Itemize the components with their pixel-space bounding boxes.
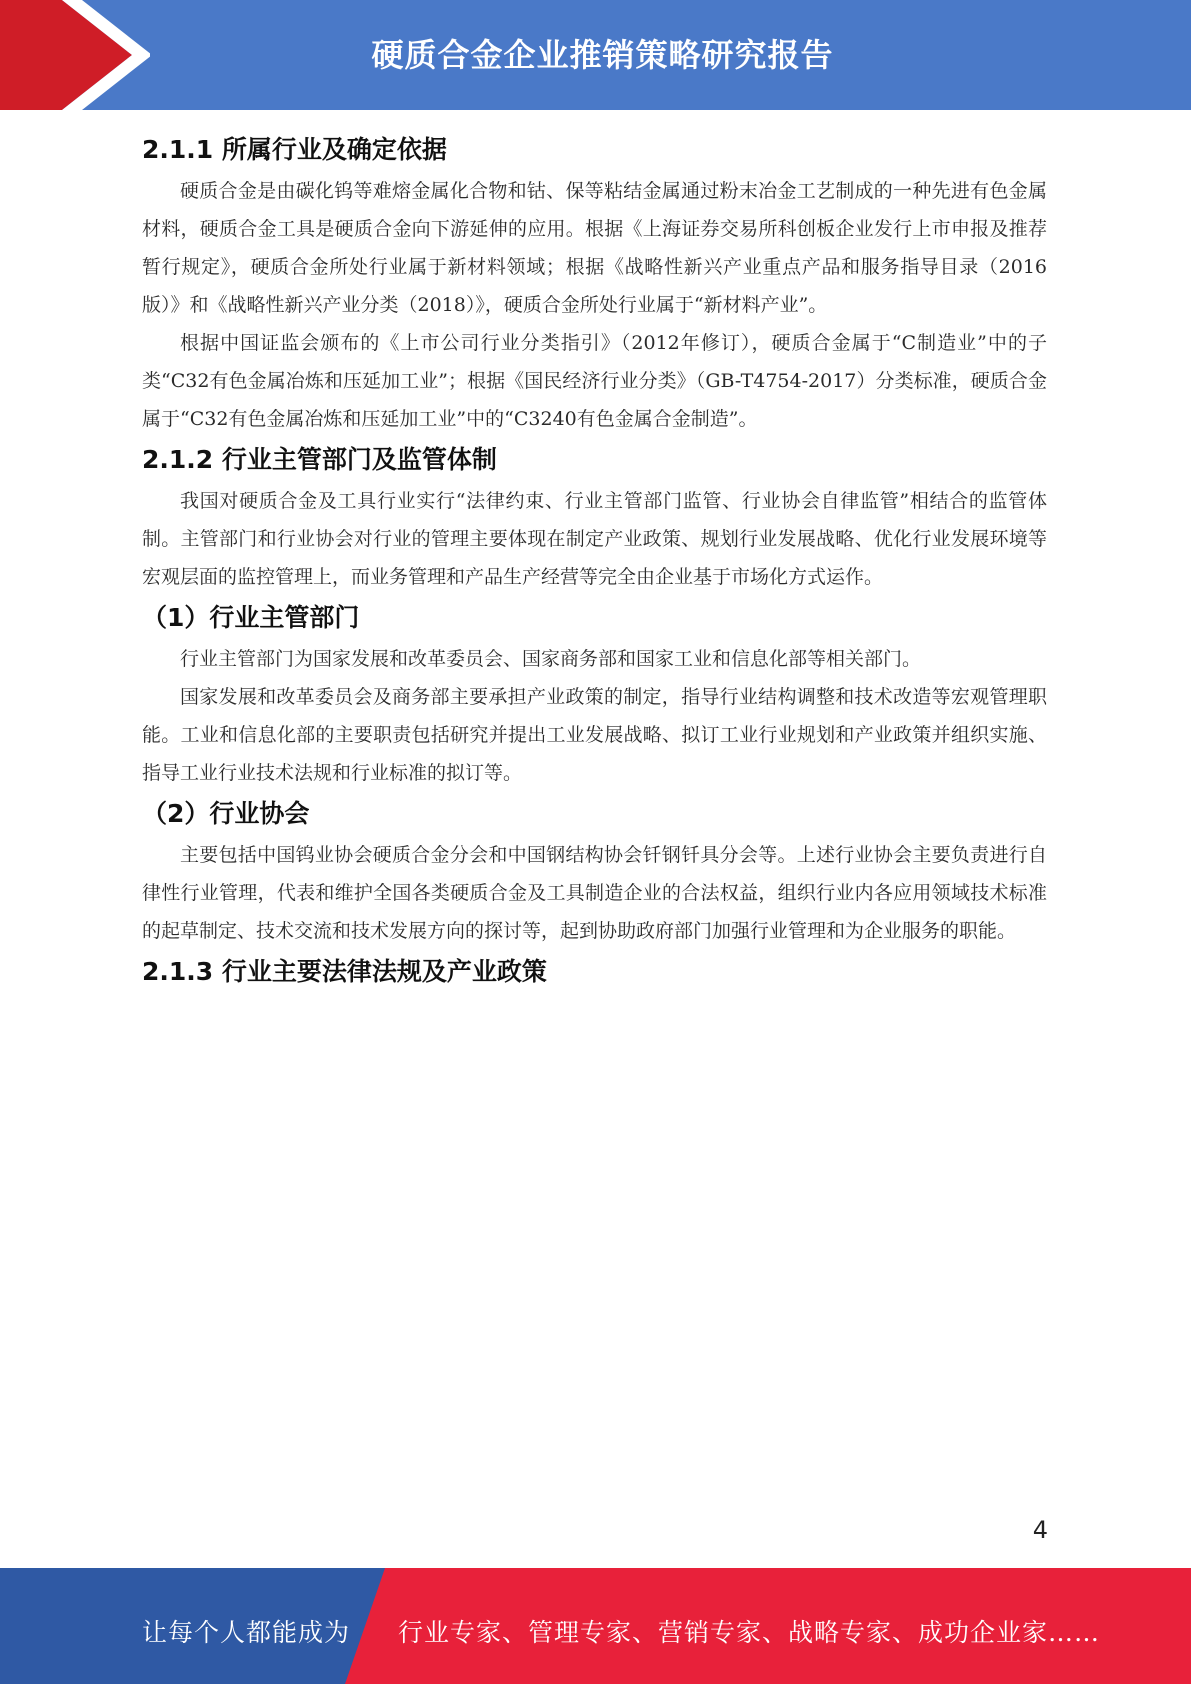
paragraph: 行业主管部门为国家发展和改革委员会、国家商务部和国家工业和信息化部等相关部门。 bbox=[180, 648, 922, 670]
footer-slogan-right: 行业专家、管理专家、营销专家、战略专家、成功企业家…… bbox=[398, 1618, 1101, 1647]
report-header bbox=[0, 0, 1191, 110]
report-footer bbox=[0, 1568, 1191, 1684]
paragraph: 国家发展和改革委员会及商务部主要承担产业政策的制定，指导行业结构调整和技术改造等宏观管理职能。工业和信息化部的主要职责包括研究并提出工业发展战略、拟订工业行业规划和产业政策并组织实施、指导工业行业技术法规和行业标准的拟订等。 bbox=[142, 686, 1047, 784]
subsection-heading-associations: （2）行业协会 bbox=[142, 799, 310, 828]
footer-slogan-left: 让每个人都能成为 bbox=[142, 1618, 351, 1647]
report-title: 硬质合金企业推销策略研究报告 bbox=[371, 36, 834, 74]
paragraph: 硬质合金是由碳化钨等难熔金属化合物和钴、保等粘结金属通过粉末冶金工艺制成的一种先进有色金属材料，硬质合金工具是硬质合金向下游延伸的应用。根据《上海证券交易所科创板企业发行上市申报及推荐暂行规定》，硬质合金所处行业属于新材料领域；根据《战略性新兴产业重点产品和服务指导目录（2016版）》和《战略性新兴产业分类（2018）》，硬质合金所处行业属于“新材料产业”。 bbox=[142, 180, 1047, 316]
paragraph: 主要包括中国钨业协会硬质合金分会和中国钢结构协会钎钢钎具分会等。上述行业协会主要负责进行自律性行业管理，代表和维护全国各类硬质合金及工具制造企业的合法权益，组织行业内各应用领域技术标准的起草制定、技术交流和技术发展方向的探讨等，起到协助政府部门加强行业管理和为企业服务的职能。 bbox=[142, 844, 1047, 942]
paragraph: 我国对硬质合金及工具行业实行“法律约束、行业主管部门监管、行业协会自律监管”相结合的监管体制。主管部门和行业协会对行业的管理主要体现在制定产业政策、规划行业发展战略、优化行业发展环境等宏观层面的监控管理上，而业务管理和产品生产经营等完全由企业基于市场化方式运作。 bbox=[142, 490, 1047, 588]
paragraph: 根据中国证监会颁布的《上市公司行业分类指引》（2012年修订），硬质合金属于“C制造业”中的子类“C32有色金属冶炼和压延加工业”；根据《国民经济行业分类》（GB-T4754-2017）分类标准，硬质合金属于“C32有色金属冶炼和压延加工业”中的“C3240有色金属合金制造”。 bbox=[142, 332, 1047, 430]
section-heading-2-1-1: 2.1.1 所属行业及确定依据 bbox=[142, 135, 447, 164]
section-heading-2-1-3: 2.1.3 行业主要法律法规及产业政策 bbox=[142, 957, 547, 986]
page-number: 4 bbox=[1032, 1516, 1048, 1544]
subsection-heading-authorities: （1）行业主管部门 bbox=[142, 603, 360, 632]
section-heading-2-1-2: 2.1.2 行业主管部门及监管体制 bbox=[142, 445, 497, 474]
document-body bbox=[142, 128, 1047, 994]
